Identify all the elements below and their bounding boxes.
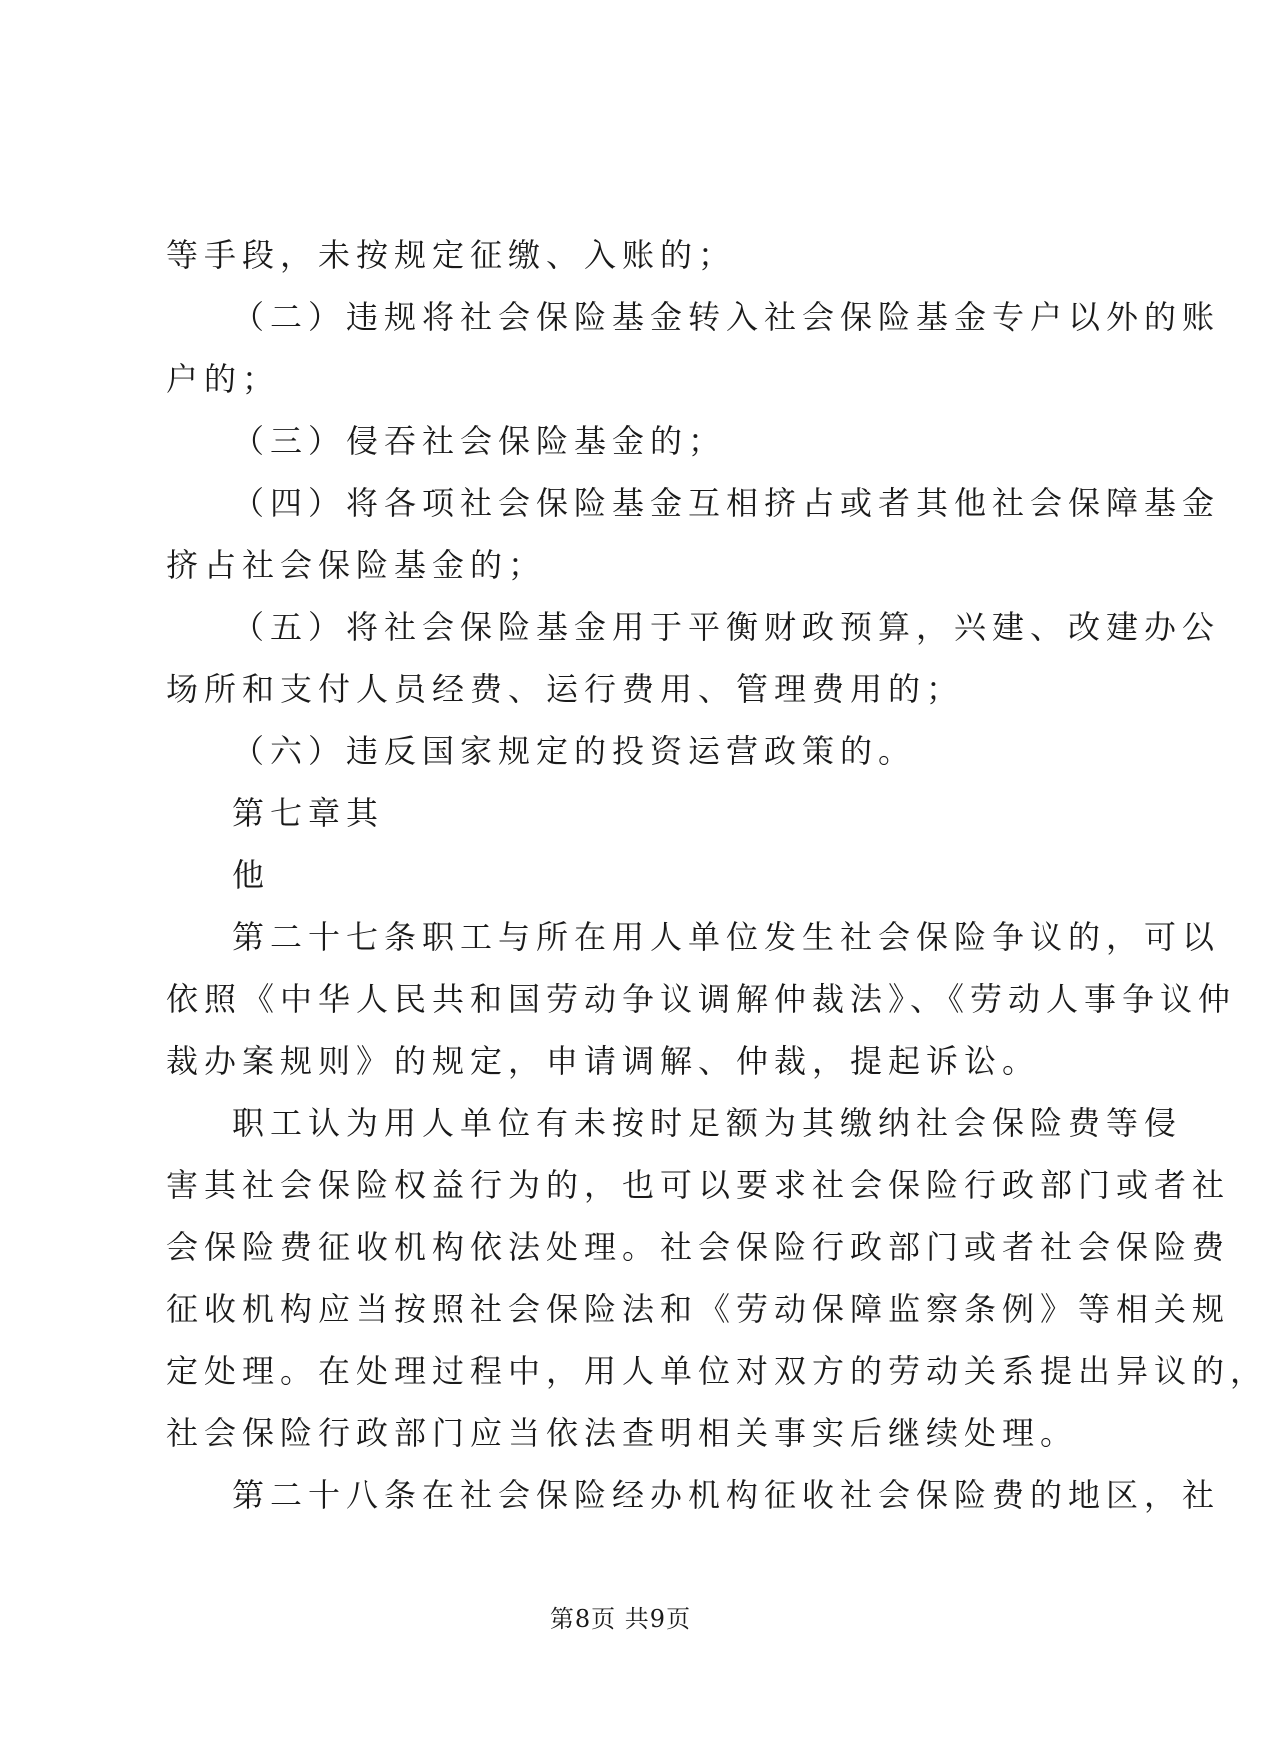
text-line: 职工认为用人单位有未按时足额为其缴纳社会保险费等侵 [232,1104,1183,1142]
page-number: 第8页 共9页 [549,1605,692,1633]
text-line: 等手段，未按规定征缴、入账的； [166,236,737,274]
text-line: 户的； [166,360,281,398]
text-line: （六）违反国家规定的投资运营政策的。 [232,732,917,770]
text-line: （二）违规将社会保险基金转入社会保险基金专户以外的账 [232,298,1221,336]
text-line: 定处理。在处理过程中，用人单位对双方的劳动关系提出异议的， [166,1352,1268,1390]
text-line: 第二十八条在社会保险经办机构征收社会保险费的地区，社 [232,1476,1221,1514]
text-line: 害其社会保险权益行为的，也可以要求社会保险行政部门或者社 [166,1166,1231,1204]
text-line: 第二十七条职工与所在用人单位发生社会保险争议的，可以 [232,918,1221,956]
text-line: 征收机构应当按照社会保险法和《劳动保障监察条例》等相关规 [166,1290,1231,1328]
text-line: 依照《中华人民共和国劳动争议调解仲裁法》、《劳动人事争议仲 [166,980,1237,1018]
text-line: 社会保险行政部门应当依法查明相关事实后继续处理。 [166,1414,1079,1452]
chapter-heading: 第七章其 [232,794,385,832]
text-line: 裁办案规则》的规定，申请调解、仲裁，提起诉讼。 [166,1042,1041,1080]
text-line: 场所和支付人员经费、运行费用、管理费用的； [166,670,965,708]
text-line: 挤占社会保险基金的； [166,546,547,584]
text-line: （五）将社会保险基金用于平衡财政预算，兴建、改建办公 [232,608,1221,646]
text-line: （四）将各项社会保险基金互相挤占或者其他社会保障基金 [232,484,1221,522]
text-line: 会保险费征收机构依法处理。社会保险行政部门或者社会保险费 [166,1228,1231,1266]
text-line: （三）侵吞社会保险基金的； [232,422,727,460]
chapter-heading: 他 [232,856,271,894]
